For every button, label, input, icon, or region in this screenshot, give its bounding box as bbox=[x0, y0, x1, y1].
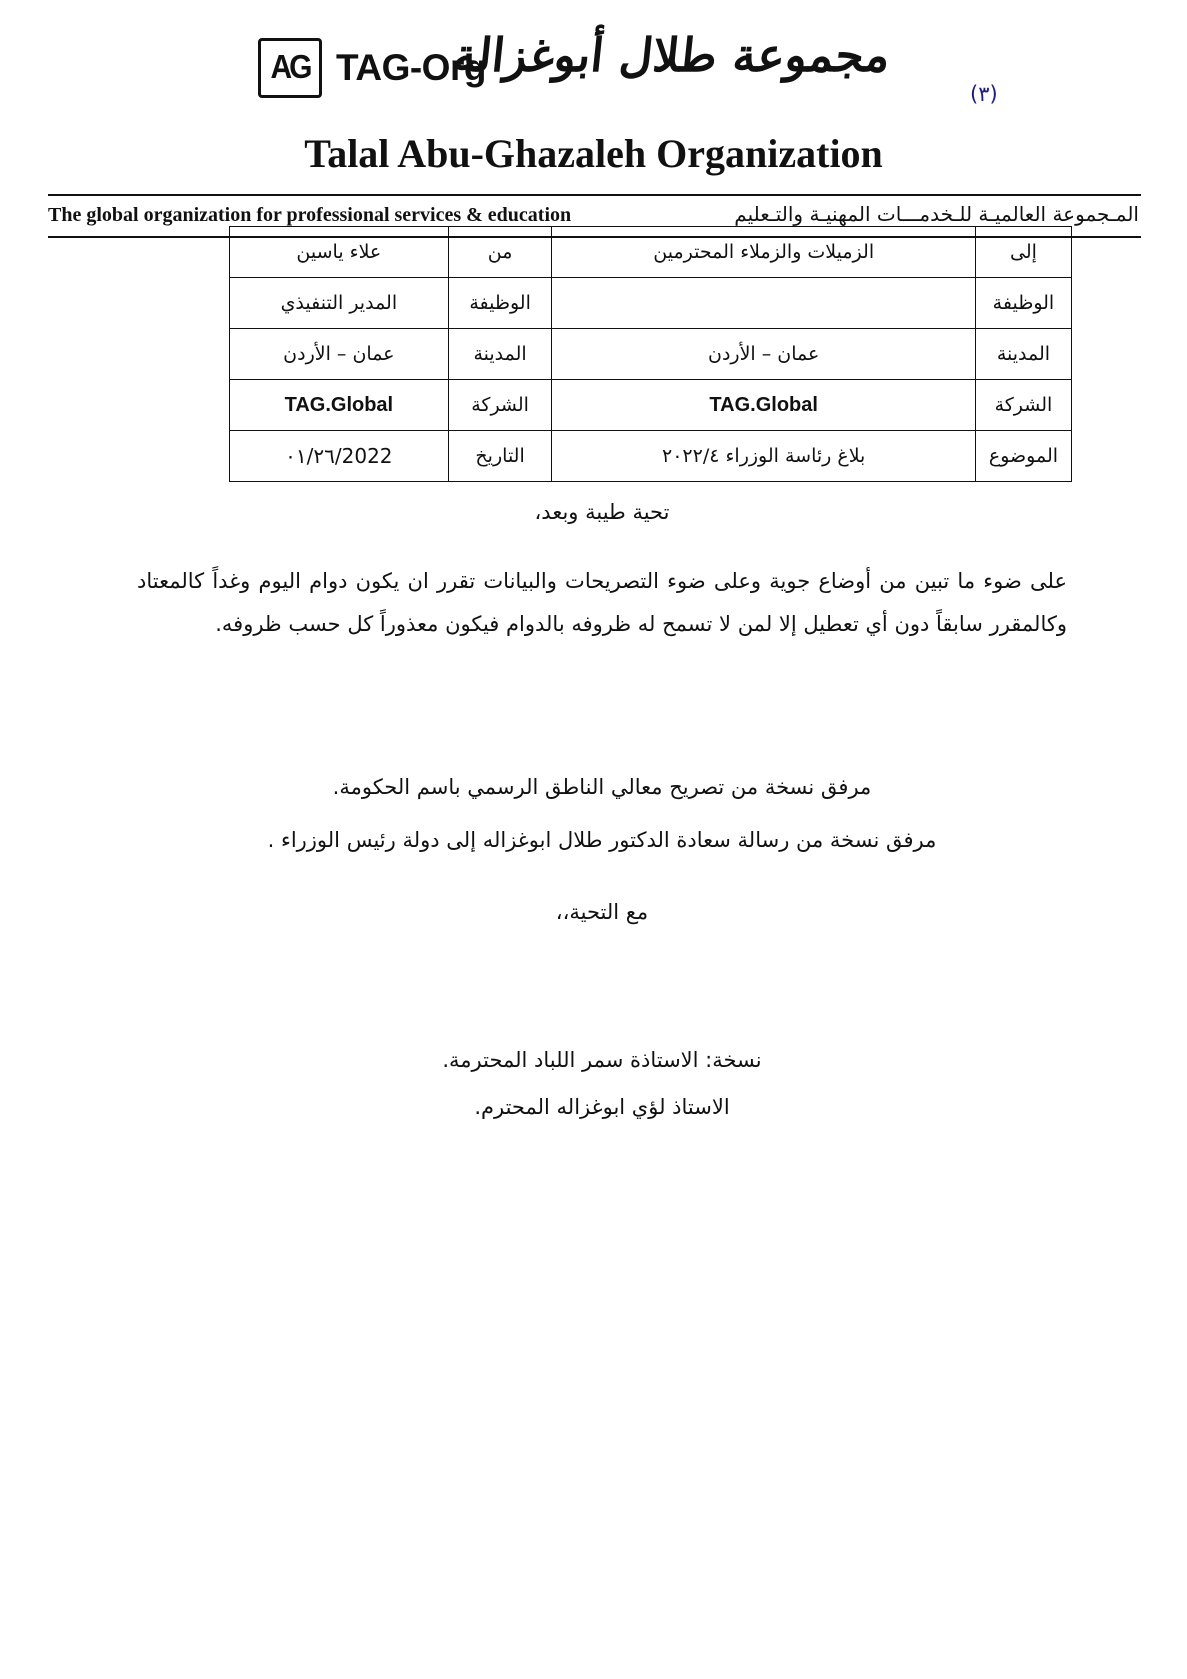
meta-value-from: علاء ياسين bbox=[230, 227, 449, 278]
meta-label-city-left: المدينة bbox=[448, 329, 552, 380]
table-row bbox=[230, 329, 1072, 380]
meta-value-position-right bbox=[552, 278, 975, 329]
meta-value-company-right: TAG.Global bbox=[552, 380, 975, 431]
meta-value-city-right: عمان – الأردن bbox=[552, 329, 975, 380]
meta-value-to: الزميلات والزملاء المحترمين bbox=[552, 227, 975, 278]
tag-logo-icon bbox=[258, 38, 322, 98]
meta-label-date: التاريخ bbox=[448, 431, 552, 482]
table-row bbox=[230, 227, 1072, 278]
table-row bbox=[230, 278, 1072, 329]
tagline-arabic: المـجموعة العالميـة للـخدمـــات المهنيـة والتـعليم bbox=[734, 202, 1139, 226]
meta-label-company-right: الشركة bbox=[975, 380, 1071, 431]
meta-label-city-right: المدينة bbox=[975, 329, 1071, 380]
tag-logo-glyph: AG bbox=[270, 49, 310, 86]
meta-value-company-left: TAG.Global bbox=[230, 380, 449, 431]
meta-value-subject: بلاغ رئاسة الوزراء ٢٠٢٢/٤ bbox=[552, 431, 975, 482]
attachment-note-1: مرفق نسخة من تصريح معالي الناطق الرسمي باسم الحكومة. bbox=[332, 775, 872, 799]
body-paragraph-1: على ضوء ما تبين من أوضاع جوية وعلى ضوء التصريحات والبيانات تقرر ان يكون دوام اليوم وغداً كالمعتاد وكالمقرر سابقاً دون أي تعطيل إلا لمن لا تسمح له ظروفه بالدوام فيكون معذوراً كل حسب ظروفه. bbox=[137, 569, 1067, 637]
meta-value-date: 2022/٠١/٢٦ bbox=[230, 431, 449, 482]
closing-regards: مع التحية،، bbox=[555, 900, 649, 924]
meta-label-position-right: الوظيفة bbox=[975, 278, 1071, 329]
meta-label-to: إلى bbox=[975, 227, 1071, 278]
tag-org-logo-text: TAG-Org bbox=[336, 47, 486, 88]
meta-label-from: من bbox=[448, 227, 552, 278]
attachment-note-2: مرفق نسخة من رسالة سعادة الدكتور طلال ابوغزاله إلى دولة رئيس الوزراء . bbox=[267, 828, 937, 852]
memo-meta-table bbox=[229, 226, 1072, 482]
meta-label-position-left: الوظيفة bbox=[448, 278, 552, 329]
letterhead bbox=[0, 22, 1187, 226]
cc-line-2: الاستاذ لؤي ابوغزاله المحترم. bbox=[474, 1095, 730, 1119]
cc-line-1: نسخة: الاستاذة سمر اللباد المحترمة. bbox=[442, 1048, 762, 1072]
tagline-english: The global organization for professional services & education bbox=[48, 204, 572, 226]
meta-label-company-left: الشركة bbox=[448, 380, 552, 431]
meta-value-position-left: المدير التنفيذي bbox=[230, 278, 449, 329]
header-divider-top bbox=[48, 194, 1141, 196]
table-row bbox=[230, 431, 1072, 482]
meta-value-city-left: عمان – الأردن bbox=[230, 329, 449, 380]
meta-label-subject: الموضوع bbox=[975, 431, 1071, 482]
greeting-line: تحية طيبة وبعد، bbox=[534, 500, 670, 524]
organization-title: Talal Abu-Ghazaleh Organization bbox=[304, 131, 883, 176]
arabic-calligraphy-logo: مجموعة طلال أبوغزالة bbox=[450, 28, 893, 82]
table-row bbox=[230, 380, 1072, 431]
page-number: (٣) bbox=[970, 82, 998, 106]
